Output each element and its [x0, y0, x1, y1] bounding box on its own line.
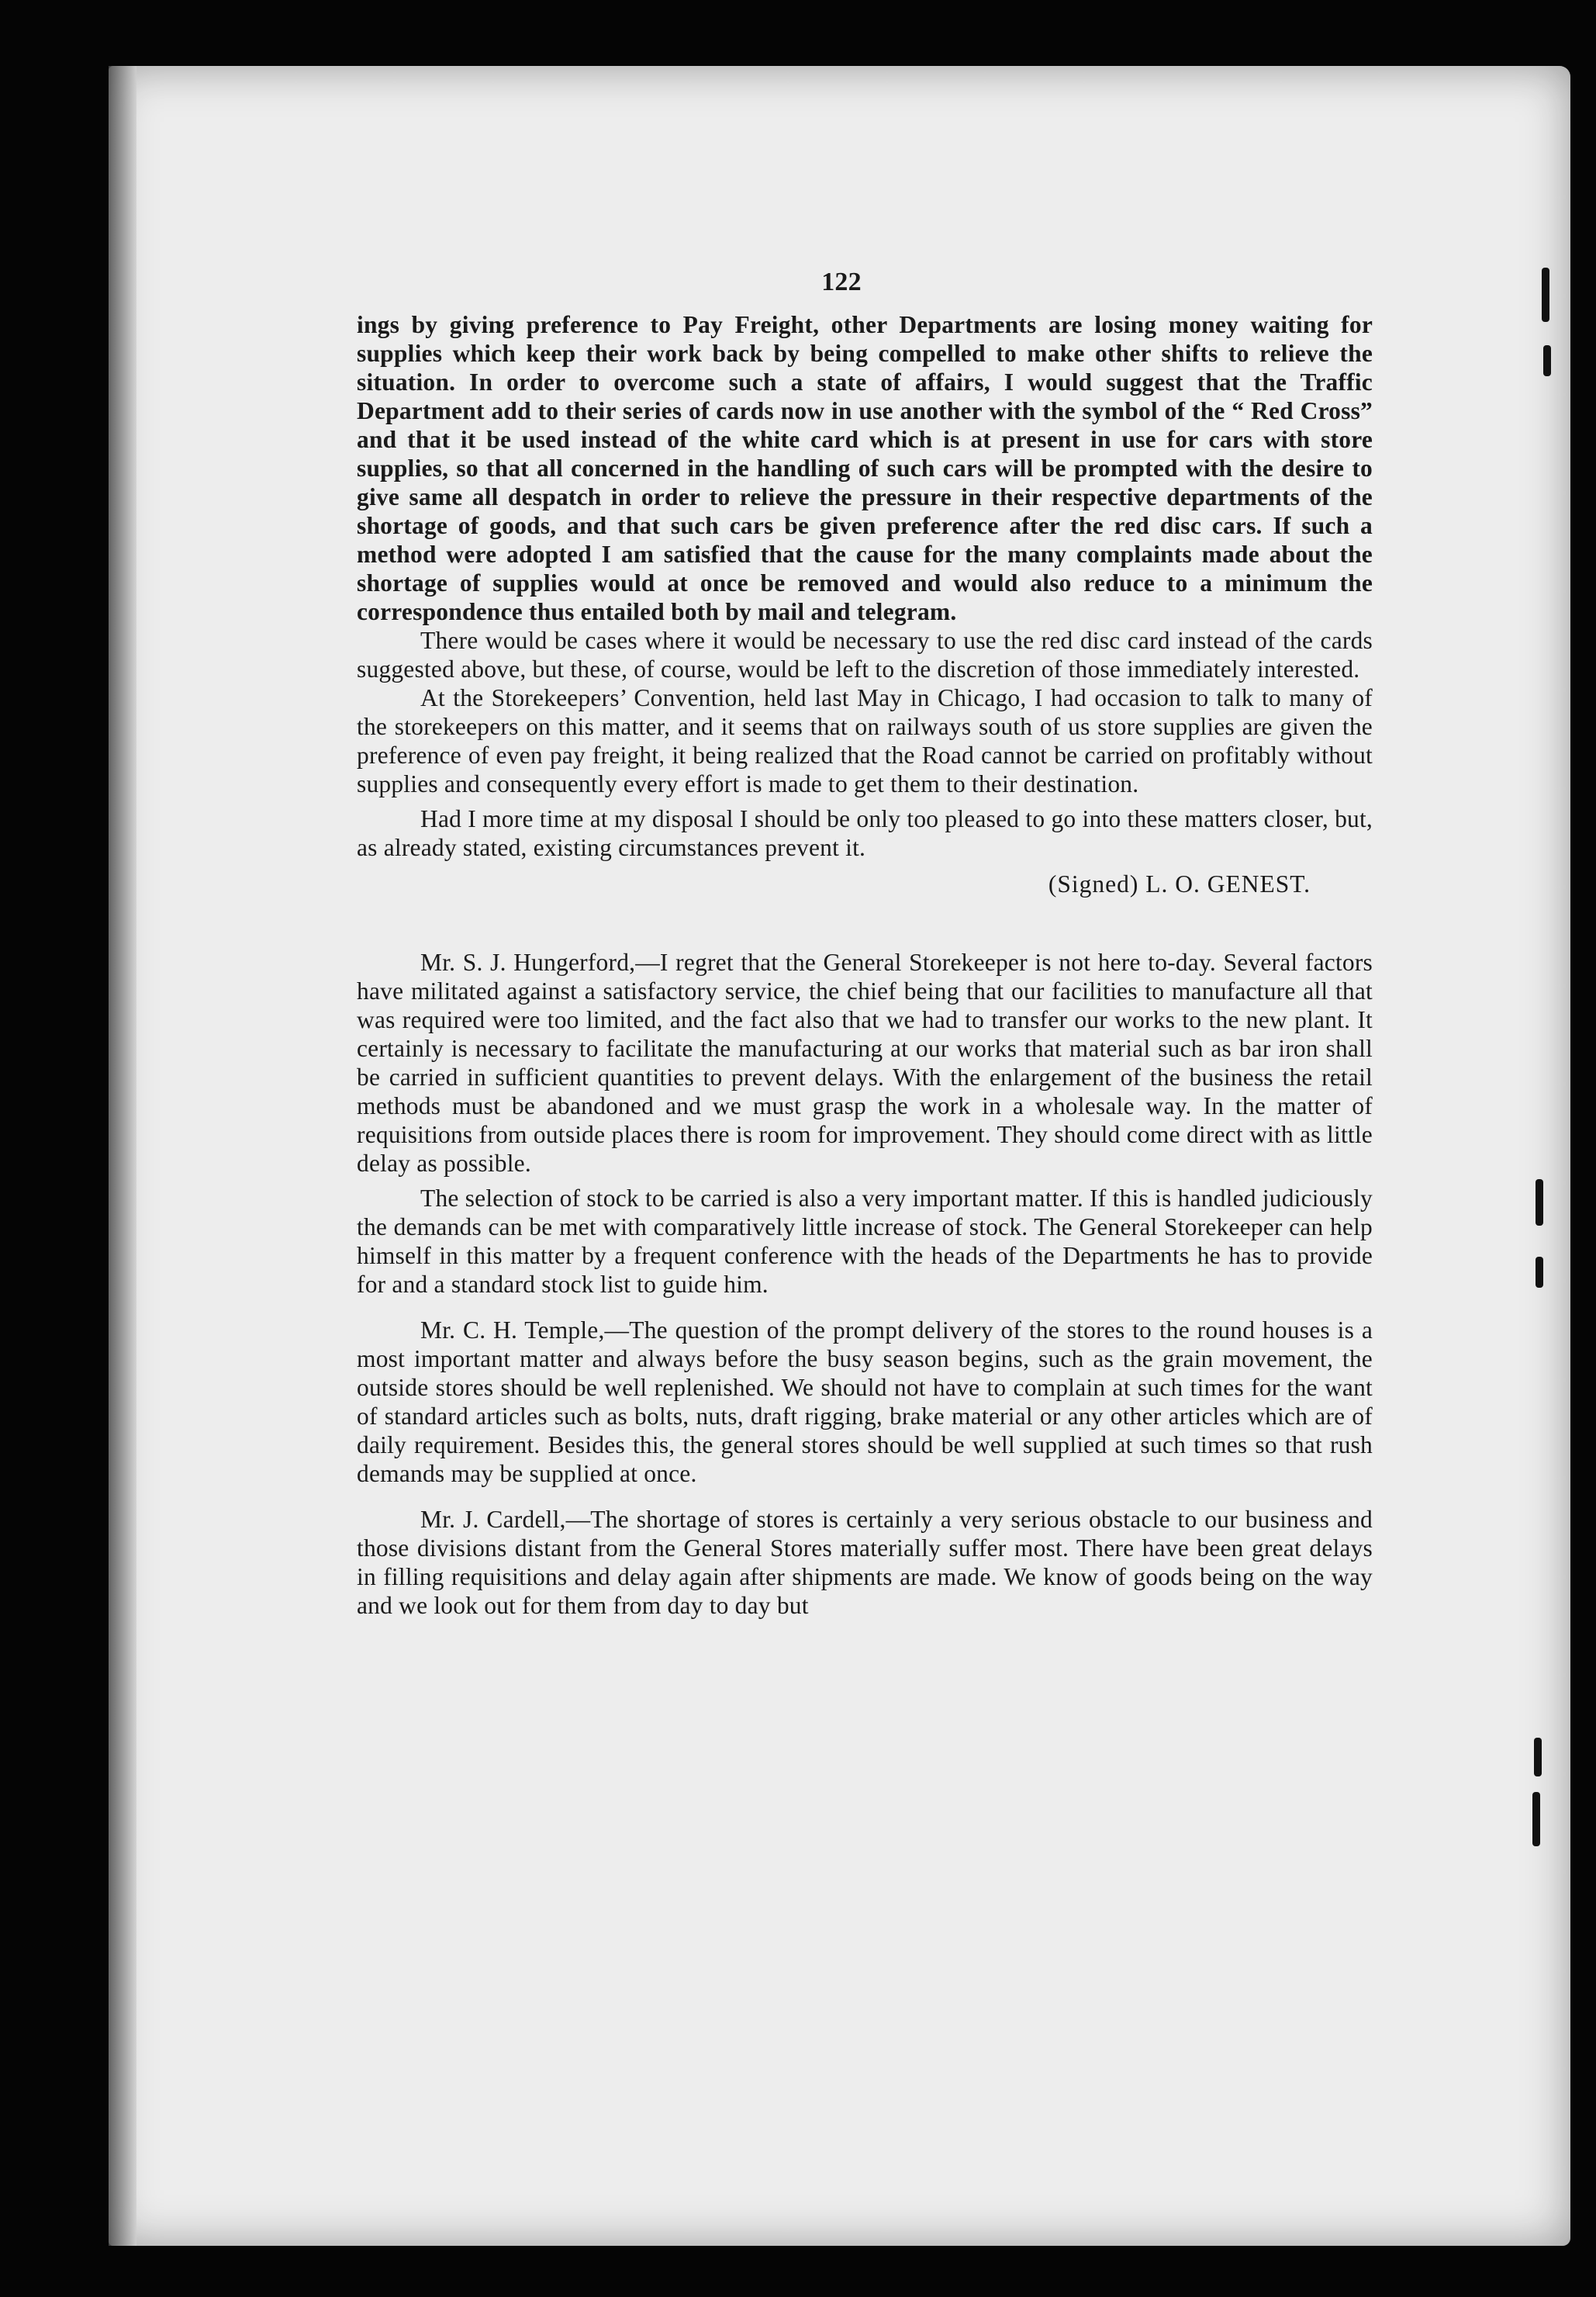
spacer [357, 1178, 1373, 1184]
page-number: 122 [821, 268, 862, 296]
remark-cardell: Mr. J. Cardell,—The shortage of stores is certainly a very serious obstacle to our business and those divisions distant from the General Stores materially suffer most. There have been great delays in filling requisitions and delay again after shipments are made. We know of goods being on the way and we look out for them from day to day but [357, 1506, 1373, 1619]
spacer [357, 1488, 1373, 1505]
spacer [357, 798, 1373, 804]
scan-edge-mark [1534, 1738, 1542, 1776]
paragraph: ings by giving preference to Pay Freight, other Departments are losing money waiting for supplies which keep their work back by being compelled to make other shifts to relieve the situation. In order to overcome such a state of affairs, I would suggest that the Traffic Department add to their series of cards now in use another with the symbol of the “ Red Cross” and that it be used instead of the white card which is at present in use for cars with store supplies, so that all concerned in the handling of such cars will be prompted with the desire to give same all despatch in order to relieve the pressure in their respective departments of the shortage of goods, and that such cars be given preference after the red disc cars. If such a method were adopted I am satisfied that the cause for the many complaints made about the shortage of supplies would at once be removed and would also reduce to a minimum the correspondence thus entailed both by mail and telegram. [357, 311, 1373, 625]
document-text [357, 268, 1373, 1620]
paragraph: There would be cases where it would be necessary to use the red disc card instead of the cards suggested above, but these, of course, would be left to the discretion of those immediately interested. [357, 627, 1373, 683]
spacer [357, 898, 1373, 948]
scan-edge-mark [1543, 345, 1551, 376]
spacer [357, 1299, 1373, 1316]
scan-edge-mark [1536, 1257, 1543, 1288]
paragraph: Had I more time at my disposal I should be only too pleased to go into these matters closer, but, as already stated, existing circumstances prevent it. [357, 805, 1373, 861]
scan-edge-mark [1536, 1179, 1543, 1226]
scan-edge-mark [1532, 1792, 1540, 1846]
signature: (Signed) L. O. GENEST. [1048, 870, 1311, 898]
remark-temple: Mr. C. H. Temple,—The question of the prompt delivery of the stores to the round houses is a most important matter and always before the busy season begins, such as the grain movement, the outside stores should be well replenished. We should not have to complain at such times for the want of standard articles such as bolts, nuts, draft rigging, brake material or any other articles which are of daily requirement. Besides this, the general stores should be well supplied at such times so that rush demands may be supplied at once. [357, 1316, 1373, 1487]
remark-hungerford: Mr. S. J. Hungerford,—I regret that the General Storekeeper is not here to-day. Several factors have militated against a satisfactory service, the chief being that our facilities to manufacture all that was required were too limited, and the fact also that we had to transfer our works to the new plant. It certainly is necessary to facilitate the manufacturing at our works that material such as bar iron shall be carried in sufficient quantities to prevent delays. With the enlargement of the business the retail methods must be abandoned and we must grasp the work in a wholesale way. In the matter of requisitions from outside places there is room for improvement. They should come direct with as little delay as possible. [357, 949, 1373, 1177]
scan-edge-mark [1542, 268, 1549, 322]
page-binding-edge [109, 66, 136, 2246]
paragraph: At the Storekeepers’ Convention, held last May in Chicago, I had occasion to talk to many of the storekeepers on this matter, and it seems that on railways south of us store supplies are given the preference of even pay freight, it being realized that the Road cannot be carried on profitably without supplies and consequently every effort is made to get them to their destination. [357, 684, 1373, 797]
remark-hungerford-continued: The selection of stock to be carried is also a very important matter. If this is handled judiciously the demands can be met with comparatively little increase of stock. The General Storekeeper can help himself in this matter by a frequent conference with the heads of the Departments he has to provide for and a standard stock list to guide him. [357, 1185, 1373, 1298]
